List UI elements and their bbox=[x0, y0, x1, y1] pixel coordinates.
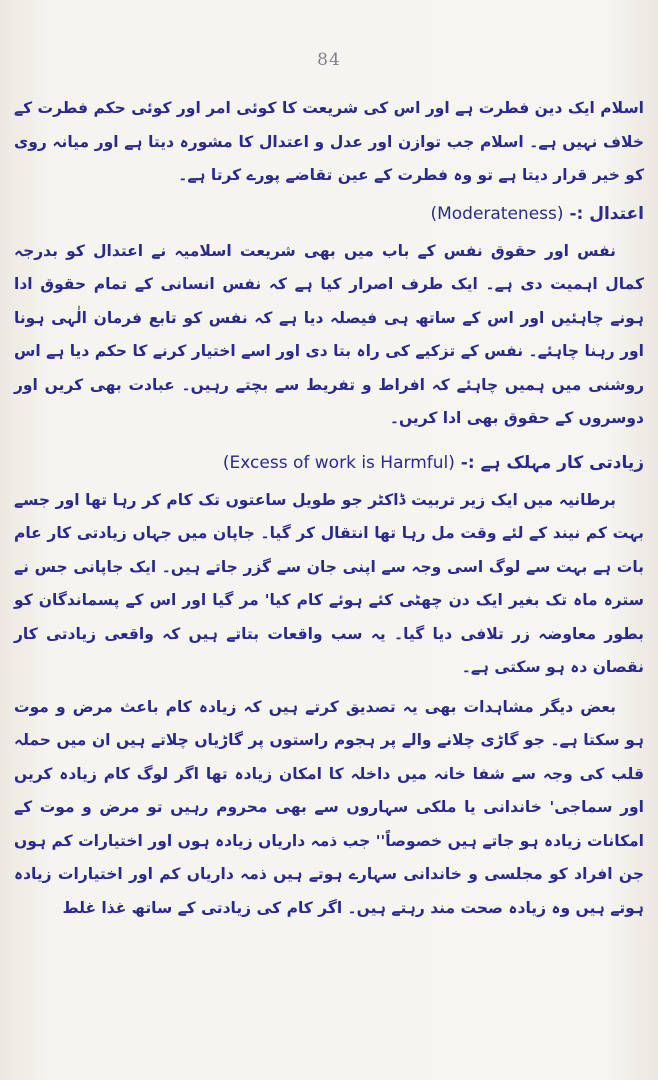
heading-moderateness-urdu: اعتدال :- bbox=[569, 203, 644, 224]
page-number: 84 bbox=[317, 50, 341, 70]
heading-moderateness-english: (Moderateness) bbox=[430, 203, 564, 224]
paragraph-moderation: نفس اور حقوق نفس کے باب میں بھی شریعت اسلامیہ نے اعتدال کو بدرجہ کمال اہمیت دی ہے۔ ایک طرف اصرار کیا ہے کہ نفس انسانی کے تمام حقوق ادا ہونے چاہئیں اور اس کے ساتھ ہی فیصلہ دیا ہے کہ نفس کو تابع فرمان الٰہی ہونا اور رہنا چاہئے۔ نفس کے تزکیے کی راہ بتا دی اور اسے اختیار کرنے کا حکم دیا ہے اس روشنی میں ہمیں چاہئے کہ افراط و تفریط سے بچتے رہیں۔ عبادت بھی کریں اور دوسروں کے حقوق بھی ادا کریں۔ bbox=[14, 241, 644, 427]
page-content bbox=[14, 92, 644, 925]
heading-excess-work bbox=[14, 446, 644, 480]
paragraph-islam-nature: اسلام ایک دین فطرت ہے اور اس کی شریعت کا کوئی امر اور کوئی حکم فطرت کے خلاف نہیں ہے۔ اسلام جب توازن اور عدل و اعتدال کا مشورہ دیتا ہے اور میانہ روی کو خیر قرار دیتا ہے تو وہ فطرت کے عین تقاضے پورے کرتا ہے۔ bbox=[14, 99, 644, 184]
heading-moderateness bbox=[14, 197, 644, 231]
heading-excess-work-english: (Excess of work is Harmful) bbox=[222, 452, 455, 473]
paragraph-overwork-observations: بعض دیگر مشاہدات بھی یہ تصدیق کرتے ہیں کہ زیادہ کام باعث مرض و موت ہو سکتا ہے۔ جو گاڑی چلانے والے پر ہجوم راستوں پر گاڑیاں چلاتے ہیں ان میں حملہ قلب کی وجہ سے شفا خانہ میں داخلہ کا امکان زیادہ تھا اگر لوگ کام زیادہ کریں اور سماجی' خاندانی یا ملکی سہاروں سے بھی محروم رہیں تو مرض و موت کے امکانات زیادہ ہو جاتے ہیں خصوصاً'' جب ذمہ داریاں زیادہ ہوں اور اختیارات کم ہوں جن افراد کو مجلسی و خاندانی سہارے ہوتے ہیں ذمہ داریاں کم اور اختیارات زیادہ ہوتے ہیں وہ زیادہ صحت مند رہتے ہیں۔ اگر کام کی زیادتی کے ساتھ غذا غلط bbox=[14, 697, 644, 917]
paragraph-overwork-examples: برطانیہ میں ایک زیر تربیت ڈاکٹر جو طویل ساعتوں تک کام کر رہا تھا اور جسے بہت کم نیند کے لئے وقت مل رہا تھا انتقال کر گیا۔ جاپان میں جہاں زیادتی کار عام بات ہے بہت سے لوگ اسی وجہ سے اپنی جان سے گزر جاتے ہیں۔ ایک جاپانی جس نے سترہ ماہ تک بغیر ایک دن چھٹی کئے ہوئے کام کیا' مر گیا اور اس کے پسماندگان کو بطور معاوضہ زر تلافی دیا گیا۔ یہ سب واقعات بتاتے ہیں کہ واقعی زیادتی کار نقصان دہ ہو سکتی ہے۔ bbox=[14, 490, 644, 676]
heading-excess-work-urdu: زیادتی کار مہلک ہے :- bbox=[460, 452, 644, 473]
